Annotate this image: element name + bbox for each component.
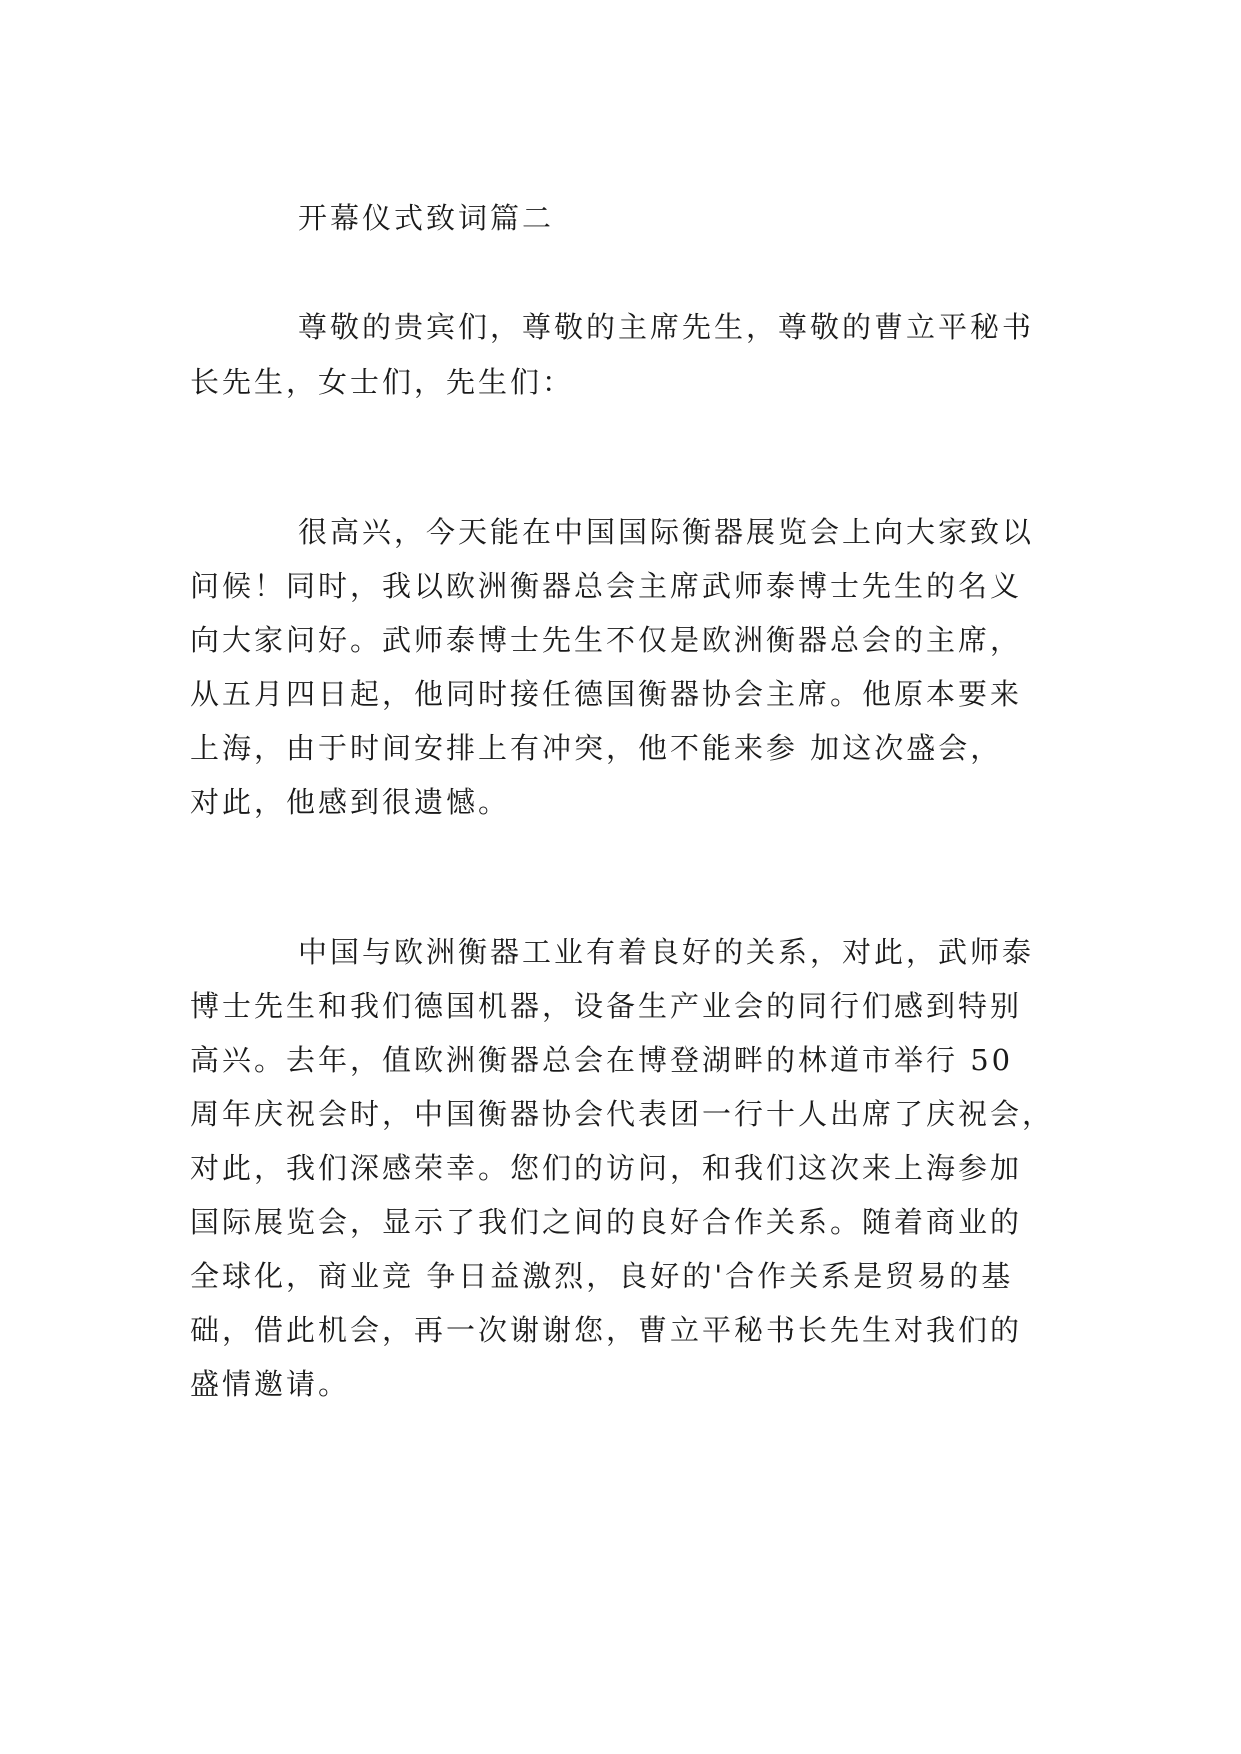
paragraph2-line-4: 周年庆祝会时，中国衡器协会代表团一行十人出席了庆祝会，	[190, 1097, 1055, 1131]
paragraph2-line-3: 高兴。去年，值欧洲衡器总会在博登湖畔的林道市举行 50	[190, 1043, 1014, 1077]
paragraph2-line-2: 博士先生和我们德国机器，设备生产业会的同行们感到特别	[190, 989, 1023, 1023]
salutation-line-2: 长先生，女士们，先生们：	[190, 365, 575, 399]
paragraph1-line-6: 对此，他感到很遗憾。	[190, 785, 511, 819]
document-title: 开幕仪式致词篇二	[298, 201, 555, 235]
paragraph2-line-1: 中国与欧洲衡器工业有着良好的关系，对此，武师泰	[298, 935, 1035, 969]
paragraph2-line-6: 国际展览会，显示了我们之间的良好合作关系。随着商业的	[190, 1205, 1023, 1239]
paragraph1-line-4: 从五月四日起，他同时接任德国衡器协会主席。他原本要来	[190, 677, 1023, 711]
paragraph1-line-5: 上海，由于时间安排上有冲突，他不能来参 加这次盛会，	[190, 731, 1003, 765]
paragraph2-line-8: 础，借此机会，再一次谢谢您，曹立平秘书长先生对我们的	[190, 1313, 1023, 1347]
paragraph2-line-7: 全球化，商业竞 争日益激烈，良好的'合作关系是贸易的基	[190, 1259, 1014, 1293]
paragraph1-line-1: 很高兴，今天能在中国国际衡器展览会上向大家致以	[298, 515, 1035, 549]
paragraph1-line-3: 向大家问好。武师泰博士先生不仅是欧洲衡器总会的主席，	[190, 623, 1023, 657]
salutation-line-1: 尊敬的贵宾们，尊敬的主席先生，尊敬的曹立平秘书	[298, 310, 1035, 344]
paragraph2-line-9: 盛情邀请。	[190, 1367, 351, 1401]
paragraph2-line-5: 对此，我们深感荣幸。您们的访问，和我们这次来上海参加	[190, 1151, 1023, 1185]
paragraph1-line-2: 问候！同时，我以欧洲衡器总会主席武师泰博士先生的名义	[190, 569, 1023, 603]
